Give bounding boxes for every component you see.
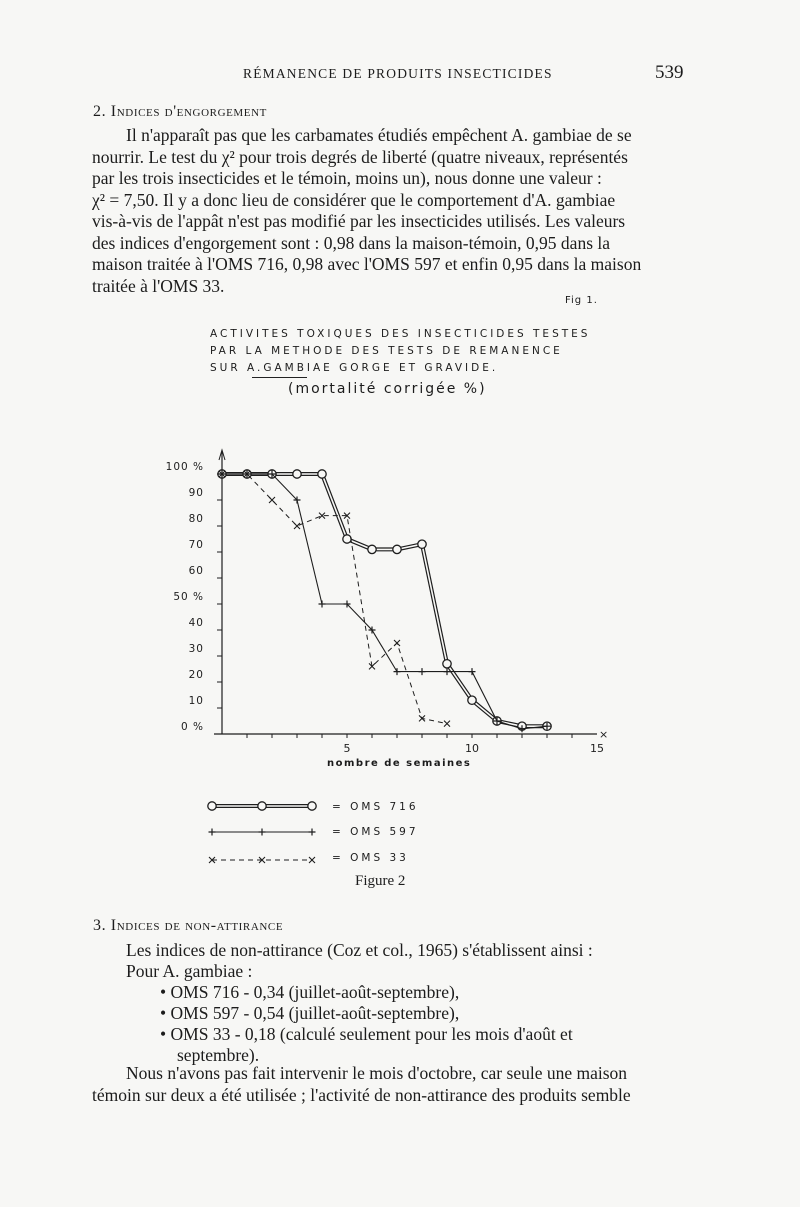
data-point-x [269, 497, 275, 503]
y-tick-label: 20 [188, 669, 204, 681]
y-tick-label: 30 [188, 643, 204, 655]
data-point-circle [293, 470, 301, 478]
section-2-title: 2. Indices d'engorgement [93, 103, 267, 120]
legend-label-oms-716: = OMS 716 [332, 801, 419, 813]
pour-label: Pour A. gambiae : [126, 961, 253, 981]
y-tick-label: 10 [188, 695, 204, 707]
bullet-dot: • [160, 1003, 167, 1023]
closing-paragraph [92, 1063, 684, 1106]
chart-ticks [166, 461, 604, 755]
bullet-dot: • [160, 982, 167, 1002]
data-point-circle [318, 470, 326, 478]
caption-line: PAR LA METHODE DES TESTS DE REMANENCE [210, 345, 563, 357]
bullet-text: OMS 716 - 0,34 (juillet-août-septembre), [170, 982, 460, 1002]
x-axis-end-mark: × [599, 728, 609, 741]
paragraph-line: des indices d'engorgement sont : 0,98 dans la maison-témoin, 0,95 dans la [92, 232, 611, 253]
paragraph-line: Il n'apparaît pas que les carbamates étudiés empêchent A. gambiae de se [126, 125, 632, 145]
paragraph-line: χ² = 7,50. Il y a donc lieu de considérer que le comportement d'A. gambiae [92, 189, 616, 210]
data-point-plus [419, 668, 426, 675]
y-tick-label: 100 % [165, 461, 204, 473]
data-point-plus [319, 601, 326, 608]
oms-716-line-outer [222, 474, 547, 726]
legend-label-oms-597: = OMS 597 [332, 826, 419, 838]
paragraph-line: maison traitée à l'OMS 716, 0,98 avec l'OMS 597 et enfin 0,95 dans la maison [92, 254, 642, 274]
data-point-circle [443, 660, 451, 668]
paragraph-line: nourrir. Le test du χ² pour trois degrés de liberté (quatre niveaux, représentés [92, 146, 628, 167]
data-point-circle [393, 545, 401, 553]
data-point-plus [259, 829, 266, 836]
section-3-title: 3. Indices de non-attirance [93, 917, 284, 934]
data-point-circle [343, 535, 351, 543]
data-point-x [294, 523, 300, 529]
oms-716-line-inner [222, 474, 547, 726]
paragraph-line: traitée à l'OMS 33. [92, 275, 225, 296]
figure-note: Fig 1. [565, 295, 598, 306]
data-point-plus [469, 668, 476, 675]
bullet-item [160, 1003, 459, 1024]
caption-line: SUR A.GAMBIAE GORGE ET GRAVIDE. [210, 362, 499, 374]
bullet-item [160, 1024, 573, 1045]
y-tick-label: 50 % [173, 591, 204, 603]
data-point-circle [368, 545, 376, 553]
data-point-plus [309, 829, 316, 836]
data-point-x [394, 640, 400, 646]
paragraph-line: Nous n'avons pas fait intervenir le mois d'octobre, car seule une maison [126, 1063, 628, 1083]
data-point-x [309, 857, 315, 863]
y-tick-label: 80 [188, 513, 204, 525]
bullet-item [160, 982, 459, 1003]
chart-axes [214, 450, 608, 741]
data-point-circle [208, 802, 216, 810]
series-oms-716 [218, 470, 551, 731]
bullet-text: OMS 33 - 0,18 (calculé seulement pour les mois d'août et [170, 1024, 573, 1044]
chart-legend-lines [208, 802, 316, 863]
paragraph-line: vis-à-vis de l'appât n'est pas modifié par les insecticides utilisés. Les valeurs [92, 211, 626, 231]
y-tick-label: 0 % [181, 721, 204, 733]
paragraph-line: par les trois insecticides et le témoin, moins un), nous donne une valeur : [92, 168, 602, 188]
x-tick-label: 10 [465, 742, 479, 755]
caption-line: ACTIVITES TOXIQUES DES INSECTICIDES TESTES [210, 328, 591, 340]
data-point-plus [209, 829, 216, 836]
page-number: 539 [655, 62, 684, 83]
oms-597-line [222, 474, 547, 729]
y-tick-label: 90 [188, 487, 204, 499]
data-point-circle [468, 696, 476, 704]
x-tick-label: 5 [343, 742, 351, 755]
y-tick-label: 70 [188, 539, 204, 551]
x-tick-label: 15 [590, 742, 604, 755]
running-head: RÉMANENCE DE PRODUITS INSECTICIDES [243, 66, 553, 81]
data-point-circle [308, 802, 316, 810]
data-point-circle [258, 802, 266, 810]
x-axis-label: nombre de semaines [327, 758, 472, 769]
data-point-circle [418, 540, 426, 548]
bullet-text: OMS 597 - 0,54 (juillet-août-septembre), [170, 1003, 460, 1023]
bullet-continuation: septembre). [177, 1045, 260, 1065]
section-3-intro: Les indices de non-attirance (Coz et col., 1965) s'établissent ainsi : [126, 940, 593, 960]
paragraph-line: témoin sur deux a été utilisée ; l'activité de non-attirance des produits semble [92, 1084, 631, 1105]
legend-label-oms-33: = OMS 33 [332, 852, 409, 864]
bullet-dot: • [160, 1024, 167, 1044]
y-tick-label: 40 [188, 617, 204, 629]
figure-caption: Figure 2 [355, 873, 406, 889]
series-oms-597 [219, 471, 551, 733]
handwritten-note: (mortalité corrigée %) [288, 381, 487, 397]
data-point-plus [394, 668, 401, 675]
y-tick-label: 60 [188, 565, 204, 577]
data-point-x [444, 721, 450, 727]
